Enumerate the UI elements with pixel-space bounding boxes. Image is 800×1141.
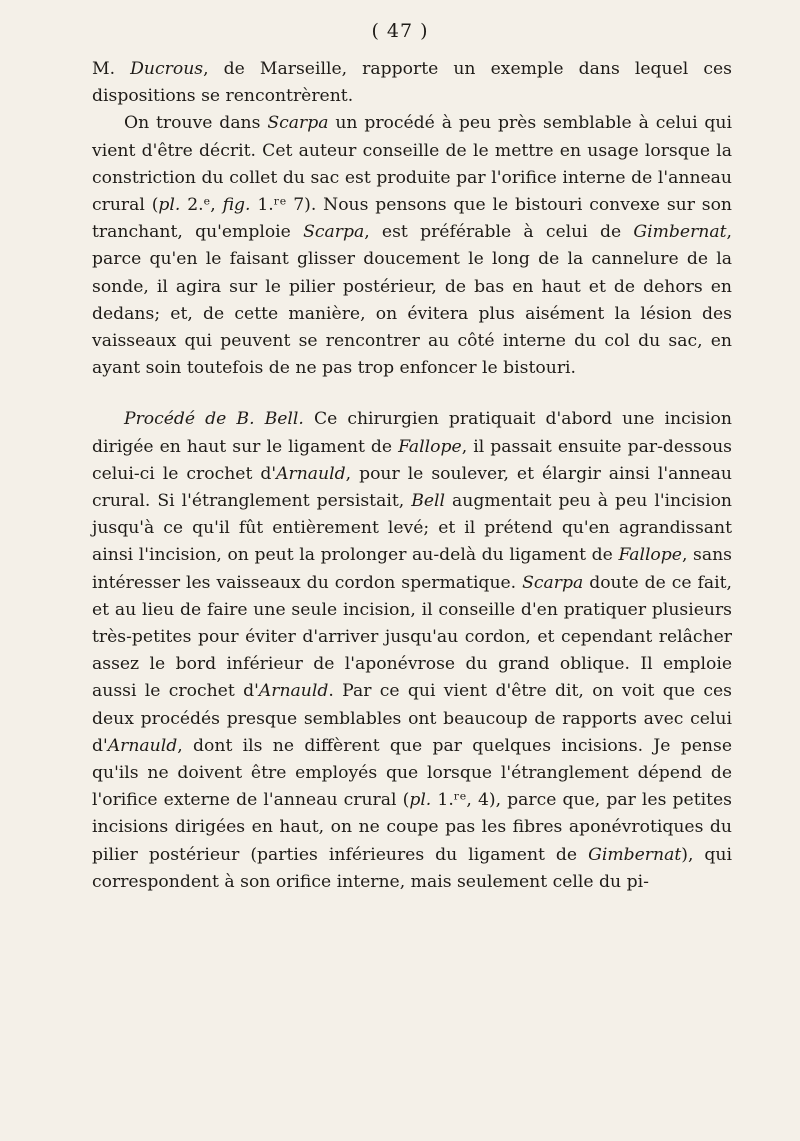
italic-run: Bell (411, 491, 446, 512)
text-run: 2.ᵉ, (180, 195, 223, 216)
italic-run: Gimbernat (588, 844, 682, 865)
text-run: , pour le soulever, et élargir ainsi l'anneau crural. Si l'étranglement persistait, (92, 463, 732, 512)
body-text (92, 56, 732, 896)
text-run: M. (92, 59, 131, 79)
text-run: doute de ce fait, et au lieu de faire une seule incision, il conseille d'en pratiquer plusieurs très-petites pour éviter d'arriver jusqu'au cordon, et cependant relâcher assez le bord inférieur de l'aponévrose du grand oblique. Il emploie aussi le crochet d' (92, 572, 732, 702)
text-run: , dont ils ne diffèrent que par quelques incisions. Je pense qu'ils ne doivent être employés que lorsque l'étranglement dépend de l'orifice externe de l'anneau crural ( (92, 735, 732, 811)
text-run: , de Marseille, rapporte un exemple dans lequel ces dispositions se rencontrèrent. (92, 59, 732, 107)
italic-run: Scarpa (303, 222, 365, 243)
italic-run: Gimbernat (633, 222, 727, 243)
paragraph-3 (92, 406, 732, 896)
italic-run: Procédé de B. Bell. (124, 409, 304, 430)
italic-run: Arnauld (258, 681, 329, 702)
text-run: , sans intéresser les vaisseaux du cordon spermatique. (92, 545, 732, 593)
italic-run: Fallope (398, 436, 462, 457)
italic-run: pl. (409, 790, 432, 811)
text-run: un procédé à peu près semblable à celui qui vient d'être décrit. Cet auteur conseille de le mettre en usage lorsque la constriction du collet du sac est produite par l'orifice interne de l'anneau crural ( (92, 113, 732, 216)
text-run: 1.ʳᵉ 7). Nous pensons que le bistouri convexe sur son tranchant, qu'emploie (92, 195, 732, 243)
italic-run: Scarpa (267, 113, 329, 134)
text-run: , est préférable à celui de (364, 222, 634, 243)
italic-run: Ducrous (130, 59, 204, 79)
text-run: augmentait peu à peu l'incision jusqu'à ce qu'il fût entièrement levé; et il prétend qu'en agrandissant ainsi l'incision, on peut la prolonger au-delà du ligament de (92, 491, 732, 566)
italic-run: pl. (158, 195, 181, 216)
text-run: 1.ʳᵉ, 4), parce que, par les petites incisions dirigées en haut, on ne coupe pas les fibres aponévrotiques du pilier postérieur (parties inférieures du ligament de (92, 790, 732, 865)
italic-run: Arnauld (276, 463, 346, 484)
page-number: ( 47 ) (371, 20, 429, 42)
text-run: . Par ce qui vient d'être dit, on voit que ces deux procédés presque semblables ont beaucoup de rapports avec celui d' (92, 681, 732, 756)
italic-run: Arnauld (107, 735, 178, 756)
italic-run: fig. (222, 195, 251, 216)
text-run: , parce qu'en le faisant glisser doucement le long de la cannelure de la sonde, il agira sur le pilier postérieur, de bas en haut et de dehors en dedans; et, de cette manière, on évitera plus aisément la lésion des vaisseaux qui peuvent se rencontrer au côté interne du col du sac, en ayant soin toutefois de ne pas trop enfoncer le bistouri. (92, 222, 732, 379)
paragraph-2 (92, 110, 732, 382)
text-run: On trouve dans (124, 113, 268, 134)
italic-run: Fallope (618, 545, 682, 566)
italic-run: Scarpa (522, 572, 584, 593)
text-run: ), qui correspondent à son orifice interne, mais seulement celle du pi- (92, 844, 732, 892)
text-run: , il passait ensuite par-dessous celui-ci le crochet d' (92, 436, 732, 484)
text-run: Ce chirurgien pratiquait d'abord une incision dirigée en haut sur le ligament de (92, 409, 732, 457)
paragraph-1 (92, 56, 732, 110)
